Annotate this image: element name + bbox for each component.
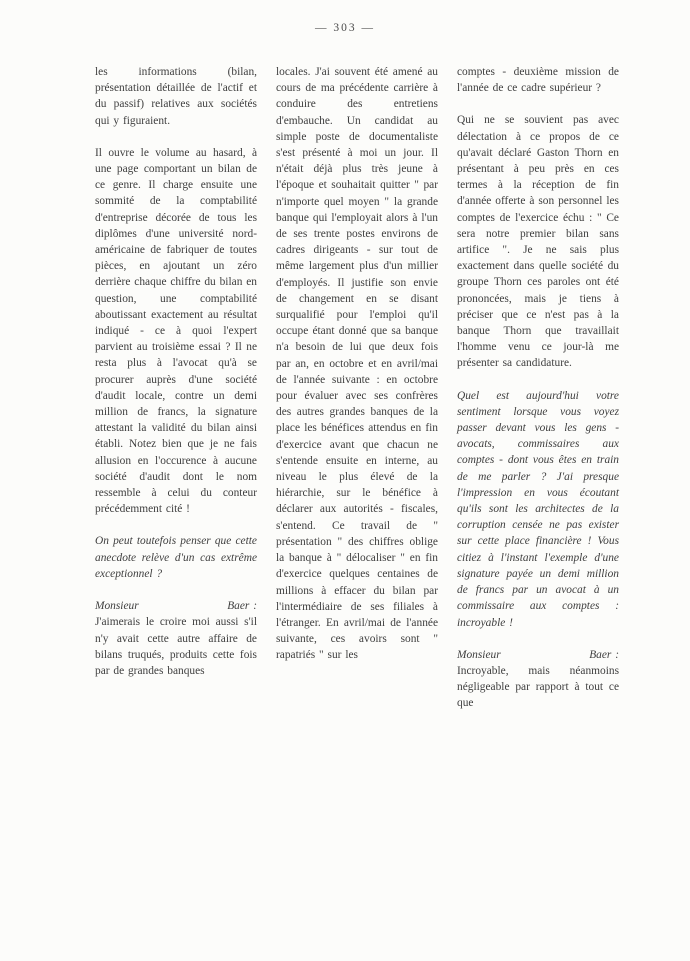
speaker-title: Monsieur bbox=[457, 648, 501, 661]
speaker-heading bbox=[457, 647, 619, 663]
paragraph: Incroyable, mais néanmoins négligeable par rapport à tout ce que bbox=[457, 664, 619, 710]
speaker-name: Baer : bbox=[589, 648, 619, 661]
interviewer-question: Quel est aujourd'hui votre sentiment lorsque vous voyez passer devant vous les gens - avocats, commissaires aux comptes - dont vous êtes en train de me parler ? J'ai presque l'impression en vous écoutant qu'ils sont les architectes de la corruption censée ne pas exister sur cette place financière ! Vous citiez à l'instant l'exemple d'une signature payée un demi million de francs par un avocat à un commissaire aux comptes : incroyable ! bbox=[457, 389, 619, 629]
paragraph: J'aimerais le croire moi aussi s'il n'y avait cette autre affaire de bilans truqués, produits cette fois par de grandes banques bbox=[95, 616, 257, 677]
text-column-1 bbox=[95, 64, 257, 728]
interviewer-question: On peut toutefois penser que cette anecdote relève d'un cas extrême exceptionnel ? bbox=[95, 535, 257, 580]
paragraph: comptes - deuxième mission de l'année de ce cadre supérieur ? bbox=[457, 66, 619, 95]
speaker-title: Monsieur bbox=[95, 600, 139, 613]
paragraph: Il ouvre le volume au hasard, à une page comportant un bilan de ce genre. Il charge ensuite une sommité de la comptabilité d'entreprise décorée de tous les diplômes d'une université nord-américaine de fabriquer de toutes pièces, en ajoutant un zéro derrière chaque chiffre du bilan en question, une comptabilité aboutissant exactement au résultat indiqué - ce à quoi l'expert parvient au troisième essai ? Il ne resta plus à l'avocat qu'à se procurer auprès d'une société d'audit locale, contre un demi million de francs, la signature attestant la validité du bilan ainsi établi. Notez bien que je ne fais allusion en l'occurence à aucune société d'audit dont le nom ressemble à celui du conteur précédemment cité ! bbox=[95, 146, 257, 516]
page-number: — 303 — bbox=[315, 22, 375, 34]
speaker-answer bbox=[95, 598, 257, 679]
text-column-2 bbox=[276, 64, 438, 728]
paragraph: Qui ne se souvient pas avec délectation à ce propos de ce qu'avait déclaré Gaston Thorn en présentant à peu près en ces termes à la réception de fin d'année offerte à son personnel les comptes de l'exercice échu : " Ce sera notre premier bilan sans artifice ". Je ne sais plus exactement dans quelle société du groupe Thorn ces paroles ont été prononcées, mais je tiens à préciser que ce n'est pas à la banque Thorn que travaillait l'homme venu ce jour-là me présenter sa candidature. bbox=[457, 114, 619, 370]
speaker-name: Baer : bbox=[227, 600, 257, 613]
paragraph: les informations (bilan, présentation détaillée de l'actif et du passif) relatives aux sociétés qui y figuraient. bbox=[95, 66, 257, 127]
paragraph: locales. J'ai souvent été amené au cours de ma précédente carrière à conduire des entretiens d'embauche. Un candidat au simple poste de documentaliste s'est présenté à moi un jour. Il n'était déjà plus très jeune à l'époque et souhaitait quitter " par n'importe quel moyen " la grande banque qui l'employait alors à l'un de ses trente postes environs de cadres dirigeants - sur tout de même largement plus d'un millier d'employés. Il justifie son envie de changement en se disant surqualifié pour l'emploi qu'il occupe étant donné que sa banque n'a besoin de lui que deux fois par an, en octobre et en avril/mai de l'année suivante : en octobre pour évaluer avec ses confrères des autres grandes banques de la place les bénéfices attendus en fin d'exercice avant que chacun ne s'entende ensuite en interne, au niveau le plus élevé de la hiérarchie, sur le bénéfice à déclarer aux autorités - fiscales, s'entend. Ce travail de " présentation " des chiffres oblige la banque à " délocaliser " en fin d'exercice quelques centaines de millions à effacer du bilan par l'intermédiaire de ses filiales à l'étranger. En avril/mai de l'année suivante, ces avoirs sont " rapatriés " sur les bbox=[276, 66, 438, 662]
text-columns bbox=[95, 64, 619, 728]
text-column-3 bbox=[457, 64, 619, 728]
speaker-heading bbox=[95, 598, 257, 614]
speaker-answer bbox=[457, 647, 619, 712]
